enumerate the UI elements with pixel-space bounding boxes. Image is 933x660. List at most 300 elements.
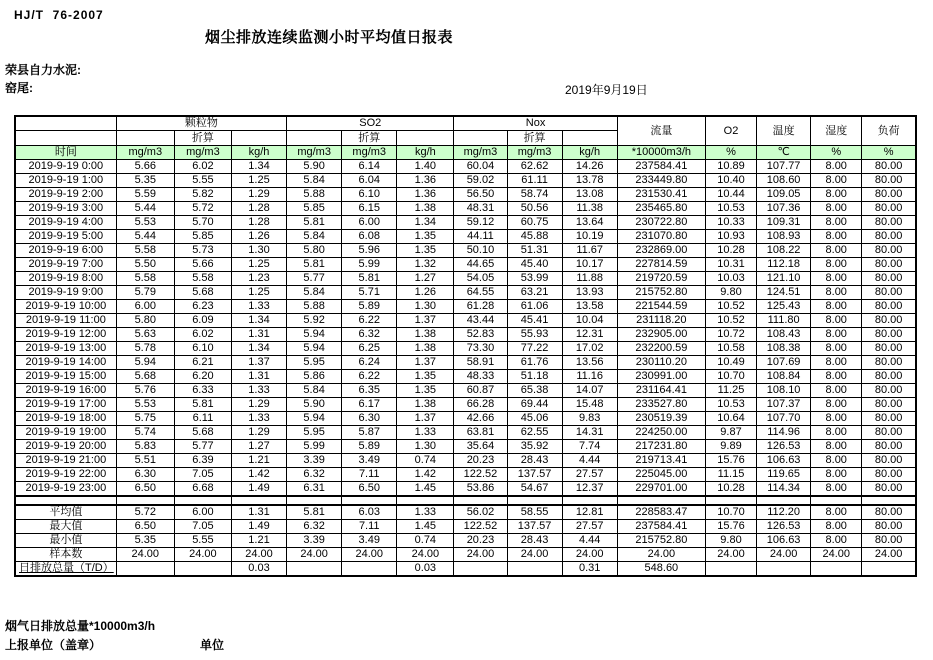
value-cell: 13.56 [562,356,617,370]
data-row [15,412,916,426]
summary-value-cell: 6.32 [287,520,342,534]
summary-value-cell: 24.00 [174,548,231,562]
value-cell: 13.93 [562,286,617,300]
value-cell: 1.38 [397,328,454,342]
value-cell: 106.63 [757,454,811,468]
time-cell: 2019-9-19 8:00 [15,272,116,286]
value-cell: 50.56 [507,202,562,216]
value-cell: 80.00 [862,328,916,342]
time-cell: 2019-9-19 11:00 [15,314,116,328]
value-cell: 10.72 [705,328,756,342]
value-cell: 5.85 [287,202,342,216]
data-row [15,328,916,342]
daily-total-cell [811,562,862,577]
summary-value-cell: 27.57 [562,520,617,534]
unit-header-9: *10000m3/h [617,146,705,160]
unit-header-7: mg/m3 [507,146,562,160]
value-cell: 122.52 [454,468,507,482]
value-cell: 15.76 [705,454,756,468]
summary-value-cell: 24.00 [811,548,862,562]
value-cell: 1.35 [397,244,454,258]
value-cell: 6.04 [342,174,397,188]
value-cell: 5.66 [174,258,231,272]
value-cell: 6.20 [174,370,231,384]
value-cell: 10.93 [705,230,756,244]
value-cell: 231164.41 [617,384,705,398]
value-cell: 45.40 [507,258,562,272]
value-cell: 6.08 [342,230,397,244]
value-cell: 5.81 [287,258,342,272]
value-cell: 6.25 [342,342,397,356]
value-cell: 5.99 [287,440,342,454]
value-cell: 80.00 [862,244,916,258]
empty-cell [397,496,454,505]
time-cell: 2019-9-19 19:00 [15,426,116,440]
data-row [15,384,916,398]
value-cell: 13.08 [562,188,617,202]
group-header-nox: Nox [454,116,617,131]
summary-value-cell: 8.00 [811,520,862,534]
summary-value-cell: 80.00 [862,520,916,534]
value-cell: 80.00 [862,160,916,174]
value-cell: 5.55 [174,174,231,188]
summary-value-cell: 7.11 [342,520,397,534]
value-cell: 233449.80 [617,174,705,188]
value-cell: 51.18 [507,370,562,384]
empty-cell [231,496,286,505]
value-cell: 8.00 [811,342,862,356]
value-cell: 80.00 [862,174,916,188]
value-cell: 50.10 [454,244,507,258]
value-cell: 1.38 [397,342,454,356]
value-cell: 5.94 [287,342,342,356]
time-cell: 2019-9-19 18:00 [15,412,116,426]
value-cell: 80.00 [862,454,916,468]
daily-total-cell [342,562,397,577]
unit-header-3: mg/m3 [287,146,342,160]
time-column-header: 时间 [15,146,116,160]
summary-value-cell: 8.00 [811,534,862,548]
value-cell: 80.00 [862,202,916,216]
summary-value-cell: 122.52 [454,520,507,534]
value-cell: 10.49 [705,356,756,370]
report-table [14,115,917,577]
summary-value-cell: 1.31 [231,505,286,520]
standard-number: HJ/T 76-2007 [14,8,104,22]
empty-cell [507,496,562,505]
value-cell: 1.38 [397,202,454,216]
value-cell: 5.90 [287,398,342,412]
summary-value-cell: 228583.47 [617,505,705,520]
value-cell: 232905.00 [617,328,705,342]
daily-total-cell: 0.03 [231,562,286,577]
value-cell: 80.00 [862,426,916,440]
value-cell: 80.00 [862,230,916,244]
summary-value-cell: 10.70 [705,505,756,520]
value-cell: 221544.59 [617,300,705,314]
value-cell: 5.78 [116,342,174,356]
value-cell: 1.34 [397,216,454,230]
value-cell: 108.38 [757,342,811,356]
unit-header-13: % [862,146,916,160]
value-cell: 217231.80 [617,440,705,454]
company-name: 荣县自力水泥: [5,63,81,77]
time-cell: 2019-9-19 9:00 [15,286,116,300]
unit-header-6: mg/m3 [454,146,507,160]
value-cell: 80.00 [862,216,916,230]
empty-cell [397,131,454,146]
value-cell: 5.87 [342,426,397,440]
value-cell: 8.00 [811,286,862,300]
value-cell: 7.74 [562,440,617,454]
unit-header-0: mg/m3 [116,146,174,160]
value-cell: 11.25 [705,384,756,398]
value-cell: 6.10 [342,188,397,202]
daily-total-label: 日排放总量（T/D） [15,562,116,577]
unit-header-11: ℃ [757,146,811,160]
value-cell: 10.64 [705,412,756,426]
value-cell: 6.30 [116,468,174,482]
value-cell: 1.25 [231,174,286,188]
value-cell: 6.02 [174,328,231,342]
value-cell: 9.83 [562,412,617,426]
value-cell: 80.00 [862,384,916,398]
flue-gas-total-note: 烟气日排放总量*10000m3/h [5,619,156,633]
data-row [15,286,916,300]
summary-label: 最大值 [15,520,116,534]
time-cell: 2019-9-19 20:00 [15,440,116,454]
value-cell: 4.44 [562,454,617,468]
data-row [15,216,916,230]
value-cell: 80.00 [862,188,916,202]
value-cell: 5.88 [287,300,342,314]
value-cell: 1.25 [231,286,286,300]
data-row [15,160,916,174]
value-cell: 10.53 [705,202,756,216]
value-cell: 61.28 [454,300,507,314]
value-cell: 5.84 [287,174,342,188]
reporting-unit-label: 上报单位（盖章） [5,638,102,652]
value-cell: 137.57 [507,468,562,482]
value-cell: 1.37 [397,314,454,328]
value-cell: 13.64 [562,216,617,230]
value-cell: 13.58 [562,300,617,314]
value-cell: 8.00 [811,300,862,314]
value-cell: 54.05 [454,272,507,286]
summary-value-cell: 112.20 [757,505,811,520]
value-cell: 230519.39 [617,412,705,426]
time-cell: 2019-9-19 22:00 [15,468,116,482]
value-cell: 233527.80 [617,398,705,412]
value-cell: 1.42 [397,468,454,482]
summary-value-cell: 24.00 [862,548,916,562]
daily-total-cell [862,562,916,577]
value-cell: 7.11 [342,468,397,482]
empty-cell [811,496,862,505]
value-cell: 1.45 [397,482,454,497]
value-cell: 1.29 [231,398,286,412]
value-cell: 45.88 [507,230,562,244]
value-cell: 5.94 [287,412,342,426]
value-cell: 5.51 [116,454,174,468]
group-header-pm: 颗粒物 [116,116,286,131]
value-cell: 8.00 [811,468,862,482]
data-row [15,272,916,286]
summary-row [15,534,916,548]
empty-cell [617,496,705,505]
summary-value-cell: 80.00 [862,505,916,520]
value-cell: 5.44 [116,202,174,216]
value-cell: 5.76 [116,384,174,398]
value-cell: 8.00 [811,328,862,342]
summary-value-cell: 1.33 [397,505,454,520]
value-cell: 6.32 [342,328,397,342]
value-cell: 80.00 [862,482,916,497]
data-row [15,314,916,328]
value-cell: 58.91 [454,356,507,370]
value-cell: 125.43 [757,300,811,314]
value-cell: 6.22 [342,314,397,328]
value-cell: 10.04 [562,314,617,328]
value-cell: 229701.00 [617,482,705,497]
empty-cell [116,131,174,146]
value-cell: 1.29 [231,188,286,202]
value-cell: 60.04 [454,160,507,174]
value-cell: 6.17 [342,398,397,412]
value-cell: 5.81 [174,398,231,412]
data-row [15,468,916,482]
value-cell: 5.74 [116,426,174,440]
summary-value-cell: 24.00 [562,548,617,562]
value-cell: 1.26 [231,230,286,244]
value-cell: 48.31 [454,202,507,216]
empty-cell [287,496,342,505]
value-cell: 65.38 [507,384,562,398]
value-cell: 108.43 [757,328,811,342]
value-cell: 56.50 [454,188,507,202]
data-row [15,426,916,440]
unit-label: 单位 [200,638,225,652]
value-cell: 60.75 [507,216,562,230]
value-cell: 1.33 [231,412,286,426]
empty-cell [705,496,756,505]
value-cell: 80.00 [862,440,916,454]
value-cell: 80.00 [862,398,916,412]
value-cell: 8.00 [811,454,862,468]
value-cell: 5.71 [342,286,397,300]
subheader-converted-so2: 折算 [342,131,397,146]
time-cell: 2019-9-19 21:00 [15,454,116,468]
value-cell: 5.59 [116,188,174,202]
time-cell: 2019-9-19 14:00 [15,356,116,370]
value-cell: 8.00 [811,356,862,370]
time-cell: 2019-9-19 15:00 [15,370,116,384]
value-cell: 1.35 [397,384,454,398]
value-cell: 10.70 [705,370,756,384]
value-cell: 108.84 [757,370,811,384]
summary-value-cell: 9.80 [705,534,756,548]
value-cell: 5.80 [287,244,342,258]
value-cell: 5.50 [116,258,174,272]
value-cell: 8.00 [811,188,862,202]
value-cell: 5.58 [116,244,174,258]
value-cell: 109.05 [757,188,811,202]
value-cell: 10.40 [705,174,756,188]
value-cell: 8.00 [811,202,862,216]
value-cell: 1.29 [231,426,286,440]
time-cell: 2019-9-19 13:00 [15,342,116,356]
value-cell: 44.11 [454,230,507,244]
unit-header-10: % [705,146,756,160]
empty-cell [757,496,811,505]
empty-cell [231,131,286,146]
empty-cell [116,496,174,505]
time-cell: 2019-9-19 1:00 [15,174,116,188]
value-cell: 51.31 [507,244,562,258]
value-cell: 11.38 [562,202,617,216]
summary-value-cell: 5.35 [116,534,174,548]
empty-cell [174,496,231,505]
daily-total-cell [705,562,756,577]
value-cell: 5.35 [116,174,174,188]
value-cell: 237584.41 [617,160,705,174]
daily-total-cell [116,562,174,577]
value-cell: 43.44 [454,314,507,328]
value-cell: 60.87 [454,384,507,398]
value-cell: 6.14 [342,160,397,174]
summary-value-cell: 15.76 [705,520,756,534]
daily-total-cell [287,562,342,577]
value-cell: 80.00 [862,258,916,272]
summary-value-cell: 8.00 [811,505,862,520]
value-cell: 5.66 [116,160,174,174]
value-cell: 121.10 [757,272,811,286]
value-cell: 10.28 [705,482,756,497]
value-cell: 5.44 [116,230,174,244]
value-cell: 9.80 [705,286,756,300]
value-cell: 11.16 [562,370,617,384]
time-cell: 2019-9-19 16:00 [15,384,116,398]
value-cell: 80.00 [862,342,916,356]
value-cell: 53.86 [454,482,507,497]
value-cell: 5.90 [287,160,342,174]
value-cell: 1.37 [231,356,286,370]
summary-value-cell: 20.23 [454,534,507,548]
unit-header-2: kg/h [231,146,286,160]
value-cell: 6.30 [342,412,397,426]
value-cell: 5.88 [287,188,342,202]
value-cell: 9.87 [705,426,756,440]
value-cell: 126.53 [757,440,811,454]
value-cell: 35.64 [454,440,507,454]
summary-value-cell: 24.00 [342,548,397,562]
value-cell: 111.80 [757,314,811,328]
value-cell: 6.00 [342,216,397,230]
value-cell: 8.00 [811,370,862,384]
value-cell: 231118.20 [617,314,705,328]
value-cell: 230722.80 [617,216,705,230]
value-cell: 119.65 [757,468,811,482]
value-cell: 10.28 [705,244,756,258]
value-cell: 12.37 [562,482,617,497]
value-cell: 6.68 [174,482,231,497]
value-cell: 8.00 [811,412,862,426]
data-row [15,454,916,468]
value-cell: 5.68 [116,370,174,384]
time-cell: 2019-9-19 17:00 [15,398,116,412]
data-row [15,230,916,244]
value-cell: 230110.20 [617,356,705,370]
value-cell: 215752.80 [617,286,705,300]
value-cell: 6.24 [342,356,397,370]
summary-value-cell: 24.00 [231,548,286,562]
value-cell: 10.53 [705,398,756,412]
value-cell: 10.31 [705,258,756,272]
daily-total-row [15,562,916,577]
value-cell: 230991.00 [617,370,705,384]
subheader-converted-pm: 折算 [174,131,231,146]
value-cell: 8.00 [811,426,862,440]
value-cell: 5.68 [174,426,231,440]
value-cell: 10.52 [705,300,756,314]
value-cell: 1.27 [231,440,286,454]
value-cell: 5.72 [174,202,231,216]
value-cell: 6.15 [342,202,397,216]
value-cell: 5.94 [287,328,342,342]
value-cell: 5.85 [174,230,231,244]
data-row [15,398,916,412]
value-cell: 62.55 [507,426,562,440]
empty-cell [287,131,342,146]
value-cell: 80.00 [862,412,916,426]
units-row [15,146,916,160]
value-cell: 1.23 [231,272,286,286]
value-cell: 1.26 [397,286,454,300]
daily-total-cell [757,562,811,577]
table-body [15,160,916,577]
value-cell: 1.28 [231,216,286,230]
spacer-row [15,496,916,505]
data-row [15,356,916,370]
value-cell: 1.21 [231,454,286,468]
value-cell: 6.50 [116,482,174,497]
value-cell: 3.39 [287,454,342,468]
value-cell: 5.63 [116,328,174,342]
value-cell: 5.81 [342,272,397,286]
value-cell: 6.11 [174,412,231,426]
empty-cell [454,496,507,505]
value-cell: 8.00 [811,482,862,497]
value-cell: 114.34 [757,482,811,497]
time-cell: 2019-9-19 2:00 [15,188,116,202]
value-cell: 61.76 [507,356,562,370]
value-cell: 124.51 [757,286,811,300]
value-cell: 10.17 [562,258,617,272]
daily-total-cell: 0.31 [562,562,617,577]
value-cell: 1.27 [397,272,454,286]
value-cell: 1.34 [231,314,286,328]
value-cell: 1.34 [231,342,286,356]
value-cell: 8.00 [811,398,862,412]
summary-value-cell: 1.21 [231,534,286,548]
summary-value-cell: 58.55 [507,505,562,520]
value-cell: 54.67 [507,482,562,497]
data-row [15,300,916,314]
value-cell: 6.39 [174,454,231,468]
summary-value-cell: 4.44 [562,534,617,548]
summary-value-cell: 7.05 [174,520,231,534]
value-cell: 10.44 [705,188,756,202]
